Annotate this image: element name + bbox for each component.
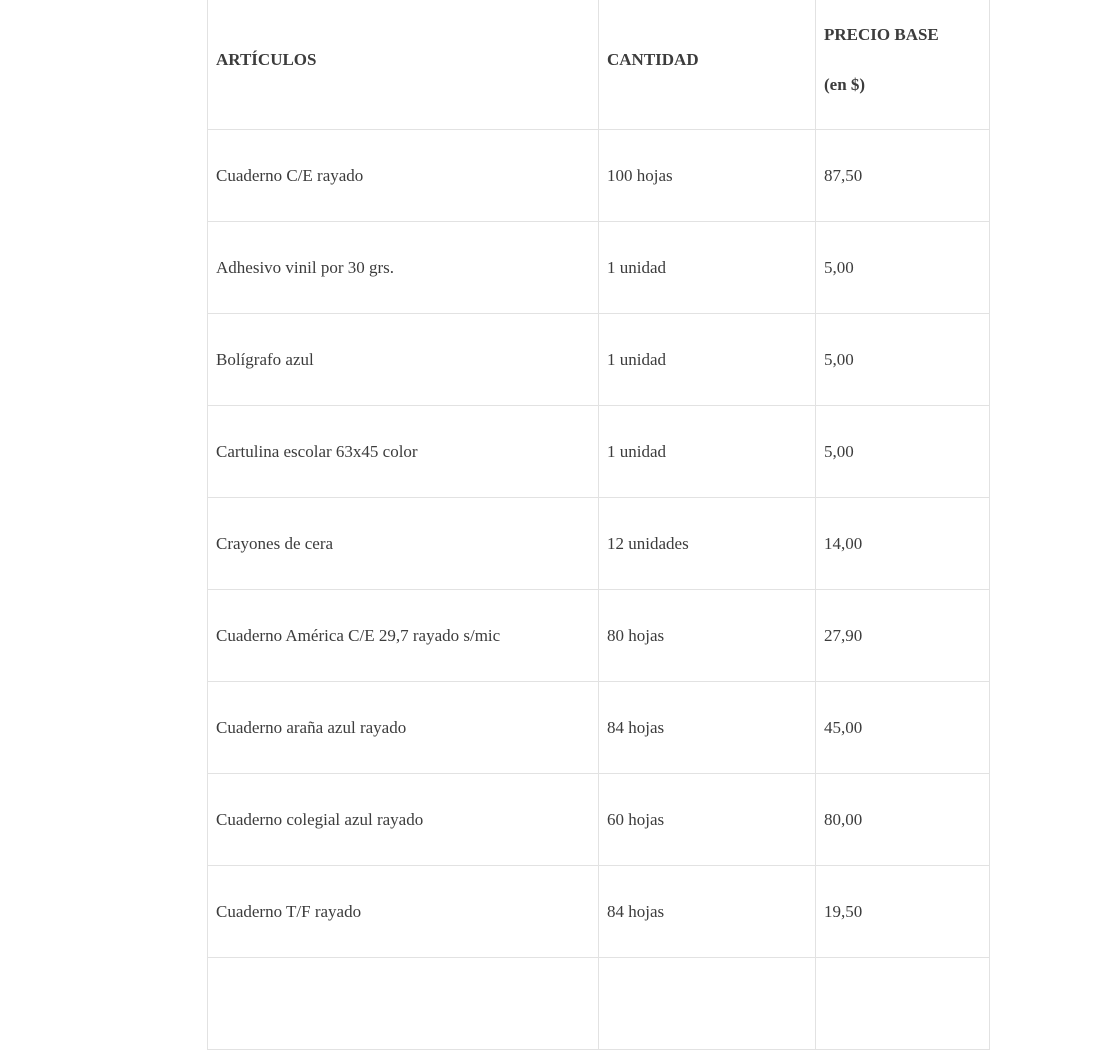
cell-cantidad: 12 unidades — [599, 498, 816, 590]
cell-cantidad: 60 hojas — [599, 774, 816, 866]
cell-articulo: Adhesivo vinil por 30 grs. — [208, 222, 599, 314]
table-row — [208, 774, 990, 866]
cell-precio: 45,00 — [816, 682, 990, 774]
cell-cantidad: 1 unidad — [599, 406, 816, 498]
cell-precio: 5,00 — [816, 314, 990, 406]
cell-cantidad: 100 hojas — [599, 130, 816, 222]
cell-cantidad: 80 hojas — [599, 590, 816, 682]
cell-articulo: Cuaderno araña azul rayado — [208, 682, 599, 774]
cell-articulo: Cuaderno colegial azul rayado — [208, 774, 599, 866]
cell-precio: 19,50 — [816, 866, 990, 958]
cell-cantidad: 1 unidad — [599, 222, 816, 314]
cell-articulo: Crayones de cera — [208, 498, 599, 590]
table-row — [208, 866, 990, 958]
table-row — [208, 222, 990, 314]
column-header-cantidad: CANTIDAD — [599, 0, 816, 130]
precio-base-label: PRECIO BASE — [824, 25, 939, 44]
column-header-articulos: ARTÍCULOS — [208, 0, 599, 130]
cell-cantidad: 84 hojas — [599, 866, 816, 958]
cell-precio: 87,50 — [816, 130, 990, 222]
cell-cantidad: 84 hojas — [599, 682, 816, 774]
header-row — [208, 0, 990, 130]
cell-cantidad: 1 unidad — [599, 314, 816, 406]
cell-articulo: Cuaderno T/F rayado — [208, 866, 599, 958]
table-row — [208, 958, 990, 1050]
table-row — [208, 682, 990, 774]
price-table-container — [207, 0, 990, 1050]
table-row — [208, 590, 990, 682]
cell-precio: 27,90 — [816, 590, 990, 682]
cell-articulo: Cuaderno América C/E 29,7 rayado s/mic — [208, 590, 599, 682]
cell-precio: 5,00 — [816, 406, 990, 498]
cell-precio — [816, 958, 990, 1050]
table-body — [208, 130, 990, 1050]
precio-base-unit-label: (en $) — [824, 75, 866, 94]
table-row — [208, 498, 990, 590]
cell-precio: 5,00 — [816, 222, 990, 314]
cell-articulo: Cuaderno C/E rayado — [208, 130, 599, 222]
table-row — [208, 314, 990, 406]
cell-cantidad — [599, 958, 816, 1050]
table-row — [208, 130, 990, 222]
cell-precio: 80,00 — [816, 774, 990, 866]
cell-precio: 14,00 — [816, 498, 990, 590]
cell-articulo — [208, 958, 599, 1050]
table-row — [208, 406, 990, 498]
cell-articulo: Cartulina escolar 63x45 color — [208, 406, 599, 498]
column-header-precio-base — [816, 0, 990, 130]
price-table — [207, 0, 990, 1050]
cell-articulo: Bolígrafo azul — [208, 314, 599, 406]
